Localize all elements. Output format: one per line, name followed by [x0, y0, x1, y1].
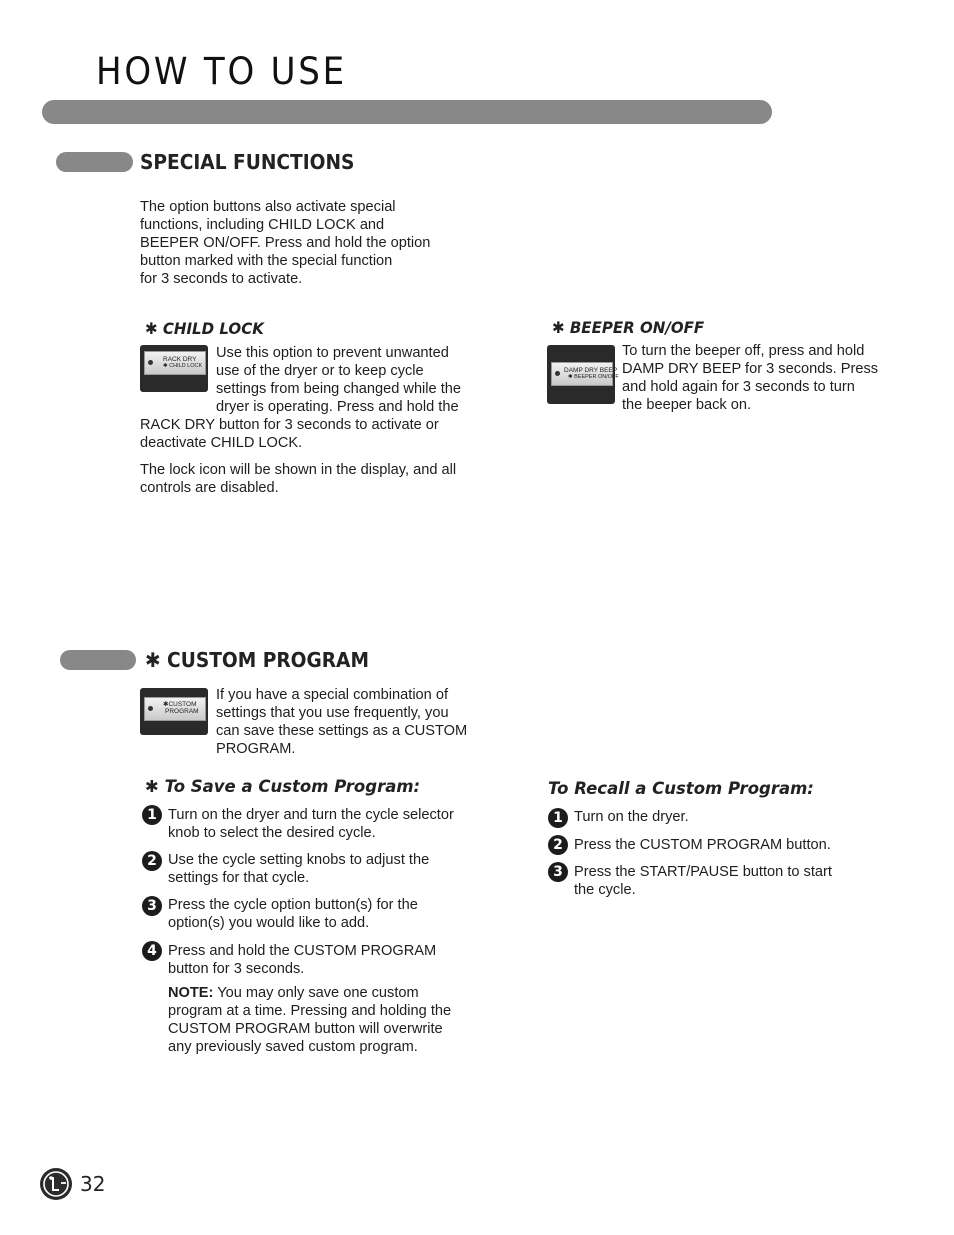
custom-program-title: ✱ CUSTOM PROGRAM [145, 648, 369, 672]
recall-step-2 [574, 836, 904, 854]
indicator-dot-icon [148, 706, 153, 711]
text-line: DAMP DRY BEEP for 3 seconds. Press [622, 361, 879, 377]
save-heading: ✱ To Save a Custom Program: [145, 777, 421, 796]
step-line: Use the cycle setting knobs to adjust the [168, 852, 430, 868]
text-line: Use this option to prevent unwanted [216, 345, 449, 361]
recall-step-3 [574, 863, 904, 899]
custom-program-button-image [140, 688, 208, 735]
note-line: program at a time. Pressing and holding the [168, 1003, 452, 1019]
save-step-4 [168, 942, 498, 978]
text-line: To turn the beeper off, press and hold [622, 343, 865, 359]
lg-logo-icon [40, 1168, 72, 1200]
save-step-2 [168, 851, 498, 887]
button-sublabel: PROGRAM [165, 708, 199, 715]
intro-line: for 3 seconds to activate. [140, 271, 303, 287]
intro-line: The option buttons also activate special [140, 199, 396, 215]
text-line: controls are disabled. [140, 480, 279, 496]
step-number: 3 [548, 862, 568, 882]
page-title: HOW TO USE [96, 50, 347, 93]
recall-heading: To Recall a Custom Program: [548, 779, 814, 798]
save-step-3 [168, 896, 498, 932]
intro-line: functions, including CHILD LOCK and [140, 217, 385, 233]
page-number: 32 [80, 1172, 106, 1196]
text-line: the beeper back on. [622, 397, 752, 413]
note-line: any previously saved custom program. [168, 1039, 418, 1055]
note-line: CUSTOM PROGRAM button will overwrite [168, 1021, 443, 1037]
step-number: 1 [548, 808, 568, 828]
step-line: the cycle. [574, 882, 636, 898]
note-label: NOTE: [168, 985, 214, 1001]
section-marker [56, 152, 133, 172]
child-lock-note [140, 461, 500, 497]
step-line: Turn on the dryer and turn the cycle selector [168, 807, 454, 823]
rack-dry-button-image [140, 345, 208, 392]
text-line: dryer is operating. Press and hold the [216, 399, 459, 415]
button-label: ✱CUSTOM [163, 701, 197, 708]
damp-dry-beep-button-image [547, 345, 619, 404]
header-bar [42, 100, 772, 124]
step-line: Press the START/PAUSE button to start [574, 864, 832, 880]
step-line: Press and hold the CUSTOM PROGRAM [168, 943, 437, 959]
step-number: 1 [142, 805, 162, 825]
child-lock-heading: ✱ CHILD LOCK [145, 319, 264, 338]
special-functions-title: SPECIAL FUNCTIONS [140, 150, 355, 174]
text-line: and hold again for 3 seconds to turn [622, 379, 855, 395]
step-line: Press the CUSTOM PROGRAM button. [574, 837, 831, 853]
beeper-text [622, 342, 912, 414]
button-label: RACK DRY [163, 356, 197, 363]
intro-line: BEEPER ON/OFF. Press and hold the option [140, 235, 431, 251]
text-line: deactivate CHILD LOCK. [140, 435, 303, 451]
step-line: Turn on the dryer. [574, 809, 689, 825]
text-line: If you have a special combination of [216, 687, 449, 703]
step-line: button for 3 seconds. [168, 961, 305, 977]
recall-step-1 [574, 808, 904, 826]
step-number: 3 [142, 896, 162, 916]
text-line: settings from being changed while the [216, 381, 462, 397]
step-line: Press the cycle option button(s) for the [168, 897, 418, 913]
text-line: use of the dryer or to keep cycle [216, 363, 424, 379]
note-line: You may only save one custom [213, 985, 419, 1001]
lg-logo-icon [40, 1168, 72, 1200]
text-line: RACK DRY button for 3 seconds to activate or [140, 417, 439, 433]
step-number: 4 [142, 941, 162, 961]
save-step-1 [168, 806, 498, 842]
child-lock-text [216, 344, 496, 416]
text-line: settings that you use frequently, you [216, 705, 449, 721]
indicator-dot-icon [555, 371, 560, 376]
child-lock-text-cont [140, 416, 500, 452]
custom-program-intro [216, 686, 506, 758]
text-line: can save these settings as a CUSTOM [216, 723, 468, 739]
step-line: knob to select the desired cycle. [168, 825, 376, 841]
intro-line: button marked with the special function [140, 253, 393, 269]
button-sublabel: ✱ BEEPER ON/OFF [568, 374, 619, 380]
section-marker [60, 650, 136, 670]
step-number: 2 [548, 835, 568, 855]
indicator-dot-icon [148, 360, 153, 365]
step-number: 2 [142, 851, 162, 871]
beeper-heading: ✱ BEEPER ON/OFF [552, 318, 705, 337]
special-functions-intro [140, 198, 470, 288]
step-line: settings for that cycle. [168, 870, 310, 886]
text-line: The lock icon will be shown in the display, and all [140, 462, 457, 478]
step-line: option(s) you would like to add. [168, 915, 370, 931]
save-note [168, 984, 498, 1056]
text-line: PROGRAM. [216, 741, 296, 757]
button-sublabel: ✱ CHILD LOCK [163, 363, 203, 369]
button-label: DAMP DRY BEEP [564, 367, 618, 374]
